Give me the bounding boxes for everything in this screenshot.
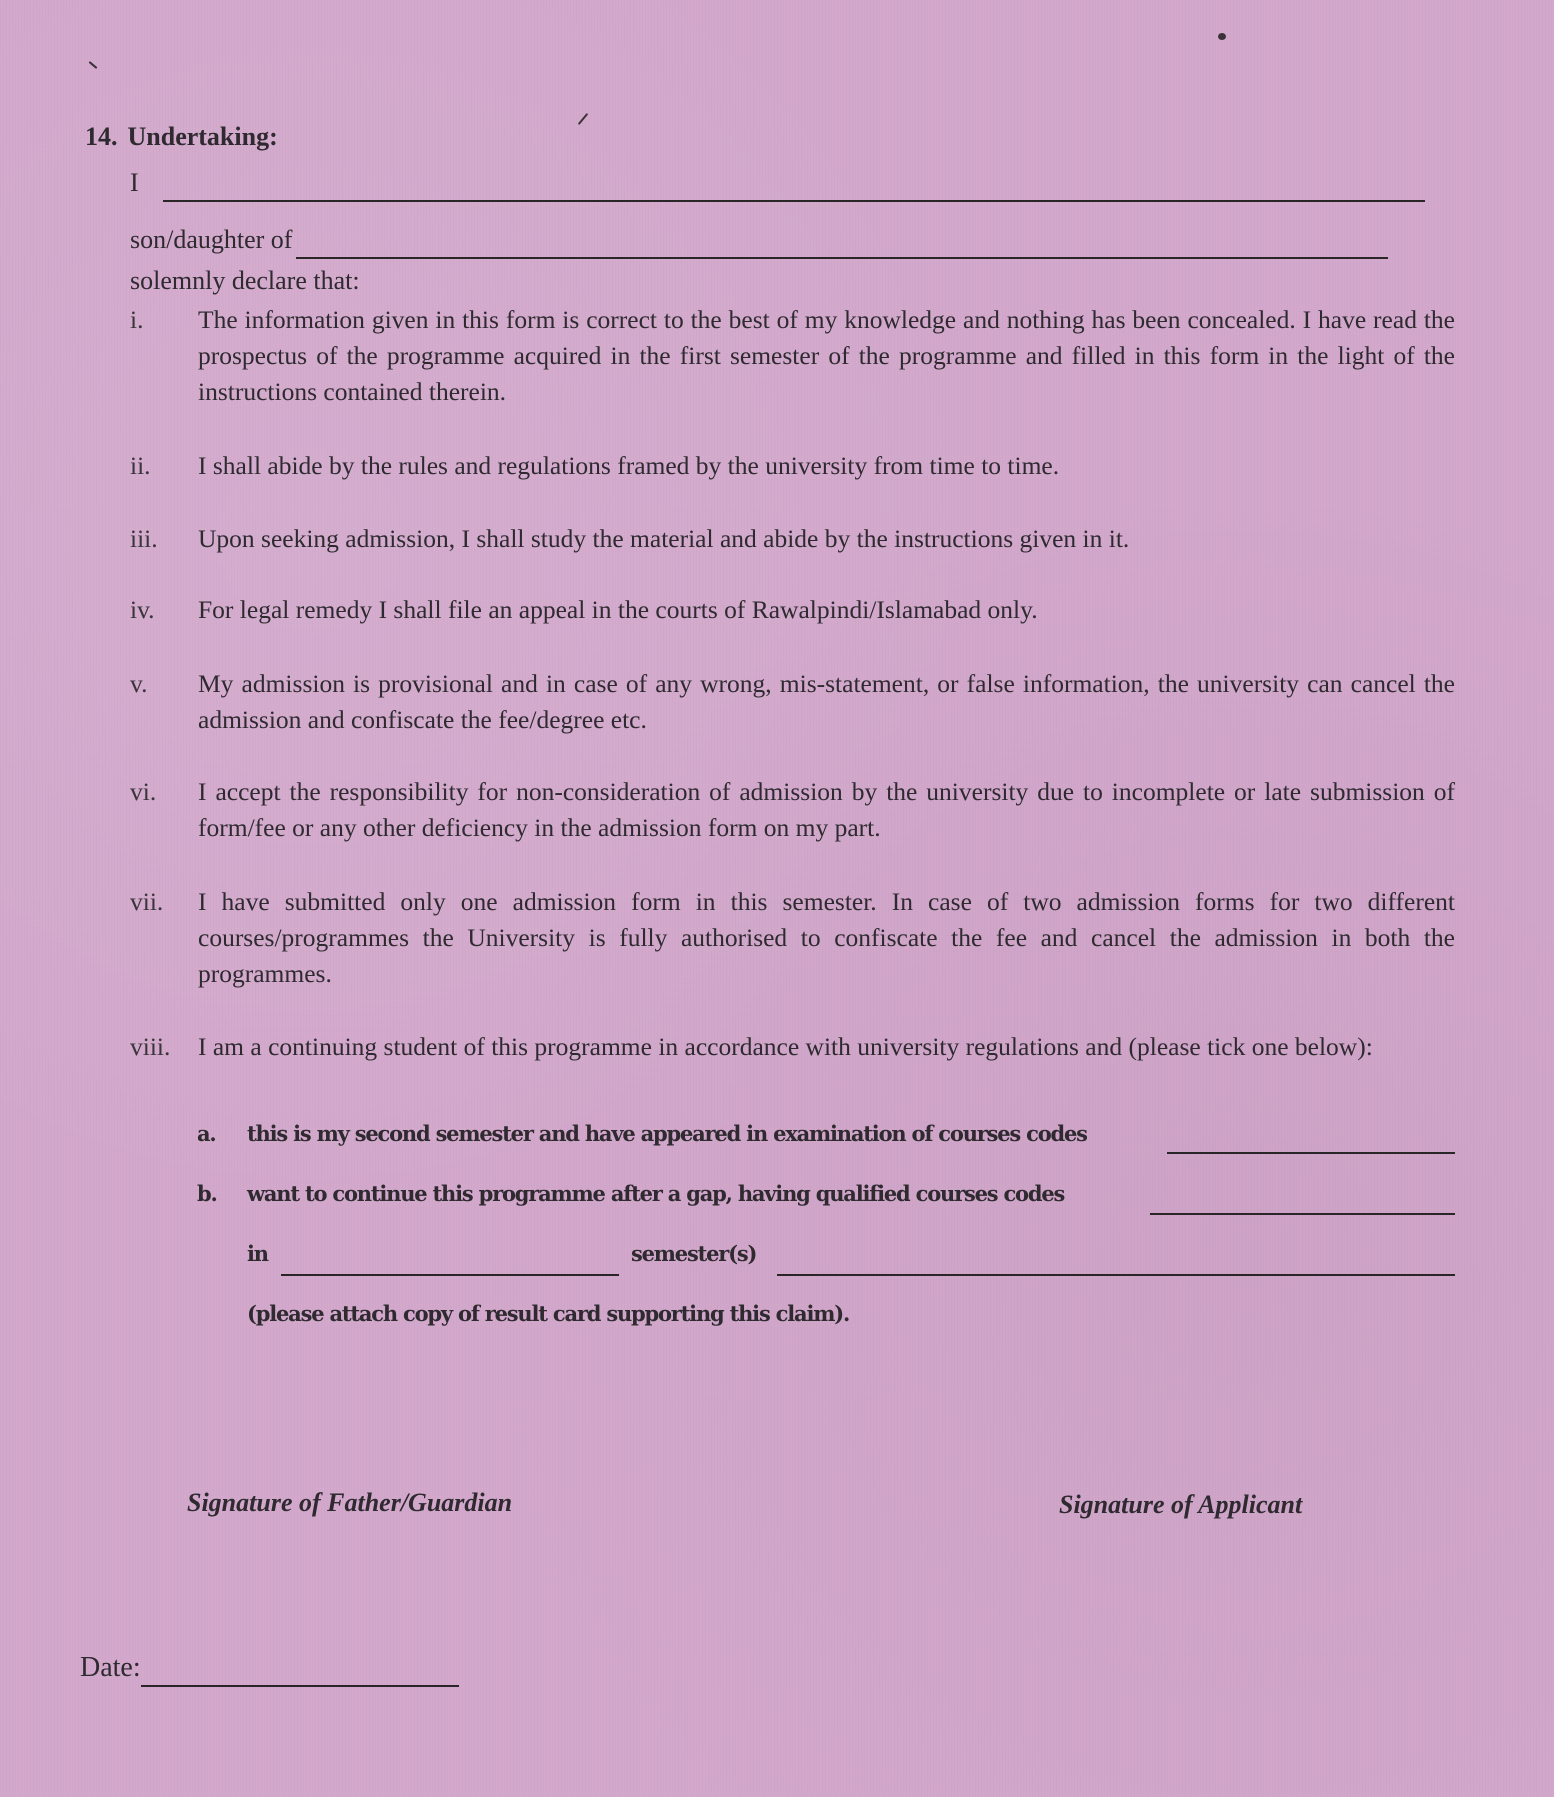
- applicant-signature-label: Signature of Applicant: [1059, 1490, 1303, 1519]
- item-text: Upon seeking admission, I shall study the material and abide by the instructions given in it.: [198, 524, 1130, 553]
- item-numeral: iii.: [130, 524, 158, 553]
- option-text: want to continue this programme after a gap, having qualified courses codes: [247, 1181, 1065, 1206]
- paper-speck: [578, 113, 589, 125]
- declaration-item: [130, 666, 1455, 738]
- paper-speck: [89, 61, 98, 69]
- attach-note: (please attach copy of result card supporting this claim).: [247, 1301, 850, 1326]
- option-label: b.: [197, 1181, 217, 1206]
- option-b-row: [197, 1181, 1064, 1206]
- semester-label: semester(s): [631, 1241, 757, 1266]
- course-codes-field-a[interactable]: [1167, 1152, 1455, 1154]
- date-label: Date:: [80, 1652, 141, 1683]
- item-numeral: viii.: [130, 1032, 171, 1061]
- declarant-name-row: [130, 168, 1425, 198]
- parent-label: son/daughter of: [130, 225, 293, 254]
- in-semester-field[interactable]: [281, 1274, 619, 1276]
- declaration-item: [130, 521, 1455, 557]
- parent-name-row: [130, 225, 1388, 255]
- date-row: [80, 1652, 459, 1684]
- item-text: The information given in this form is correct to the best of my knowledge and nothing has been concealed. I have read the prospectus of the programme acquired in the first semester of the programme and filled in this form in the light of the instructions contained therein.: [198, 305, 1455, 406]
- item-numeral: iv.: [130, 595, 155, 624]
- item-text: My admission is provisional and in case of any wrong, mis-statement, or false information, the university can cancel the admission and confiscate the fee/degree etc.: [198, 669, 1455, 734]
- section-heading: [85, 122, 278, 152]
- item-numeral: i.: [130, 305, 144, 334]
- declaration-item: [130, 1029, 1455, 1065]
- section-title: Undertaking:: [127, 122, 278, 151]
- paper-speck: [1218, 33, 1226, 40]
- option-label: a.: [197, 1121, 216, 1146]
- item-text: I am a continuing student of this programme in accordance with university regulations and (please tick one below):: [198, 1032, 1373, 1061]
- item-numeral: vii.: [130, 887, 164, 916]
- item-numeral: ii.: [130, 451, 151, 480]
- declaration-item: [130, 448, 1455, 484]
- declare-intro: solemnly declare that:: [130, 266, 360, 295]
- item-numeral: vi.: [130, 777, 157, 806]
- declaration-item: [130, 884, 1455, 992]
- in-label: in: [247, 1241, 268, 1266]
- declaration-item: [130, 302, 1455, 410]
- declaration-item: [130, 592, 1455, 628]
- guardian-signature-label: Signature of Father/Guardian: [187, 1488, 513, 1517]
- item-text: I shall abide by the rules and regulations framed by the university from time to time.: [198, 451, 1060, 480]
- section-number: 14.: [85, 122, 118, 151]
- option-a-row: [197, 1121, 1087, 1146]
- declarant-prefix: I: [130, 168, 139, 197]
- semester-field[interactable]: [777, 1274, 1455, 1276]
- parent-name-field[interactable]: [296, 257, 1388, 259]
- option-text: this is my second semester and have appeared in examination of courses codes: [247, 1121, 1087, 1146]
- date-field[interactable]: [141, 1685, 459, 1687]
- item-numeral: v.: [130, 669, 148, 698]
- item-text: I have submitted only one admission form in this semester. In case of two admission forms for two different courses/programmes the University is fully authorised to confiscate the fee and cancel the admission in both the programmes.: [198, 887, 1455, 988]
- item-text: I accept the responsibility for non-consideration of admission by the university due to incomplete or late submission of form/fee or any other deficiency in the admission form on my part.: [198, 777, 1455, 842]
- declaration-item: [130, 774, 1455, 846]
- declarant-name-field[interactable]: [163, 200, 1425, 202]
- course-codes-field-b[interactable]: [1150, 1213, 1455, 1215]
- item-text: For legal remedy I shall file an appeal in the courts of Rawalpindi/Islamabad only.: [198, 595, 1038, 624]
